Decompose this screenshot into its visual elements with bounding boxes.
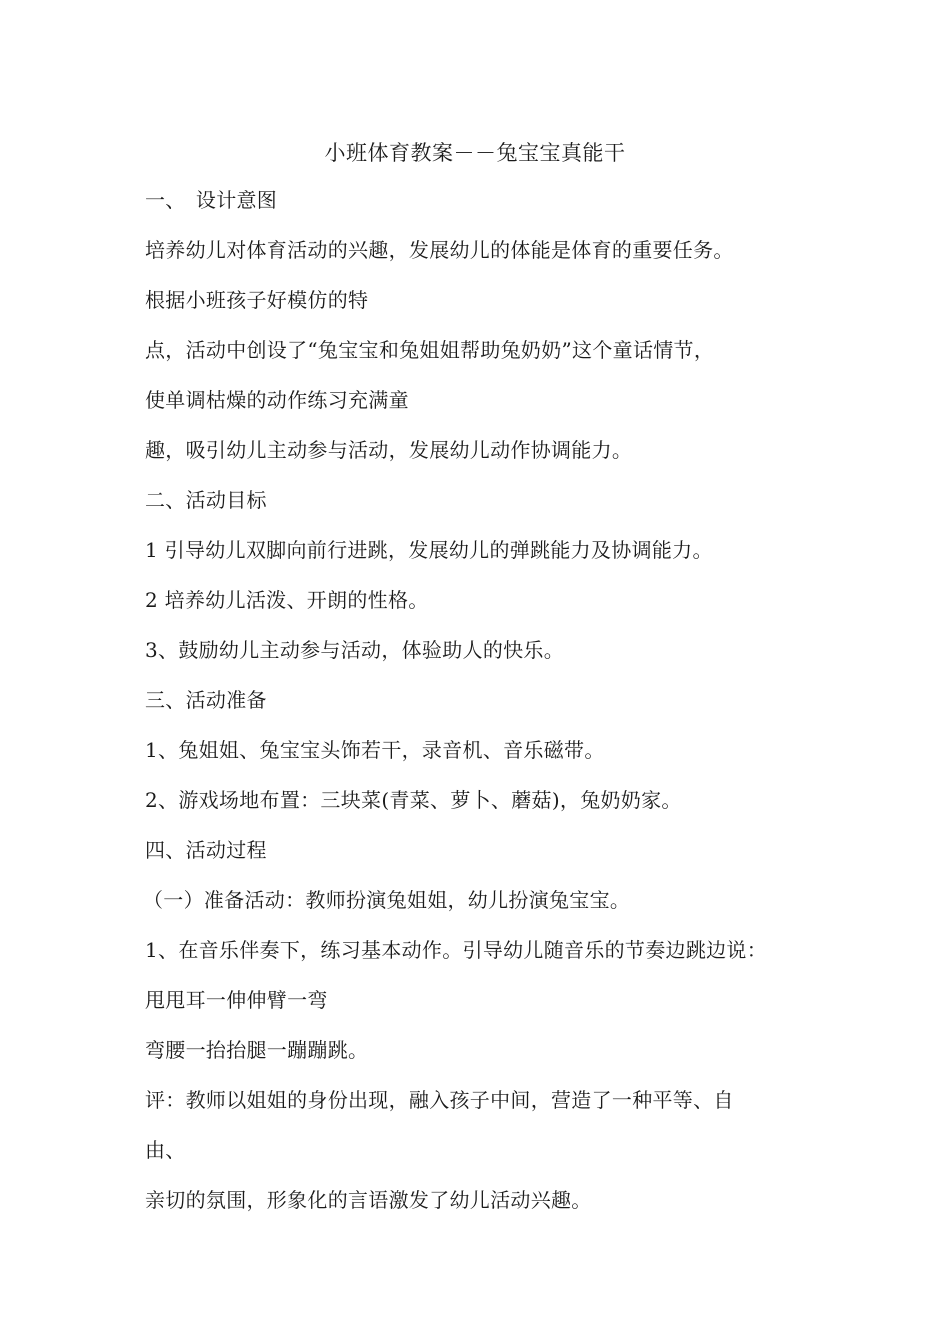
document-title: 小班体育教案－－兔宝宝真能干	[324, 141, 626, 165]
list-item: 1 引导幼儿双脚向前行进跳，发展幼儿的弹跳能力及协调能力。	[145, 538, 713, 562]
section-heading-activity-process: 四、活动过程	[145, 838, 267, 862]
paragraph-line: 使单调枯燥的动作练习充满童	[145, 388, 409, 412]
list-item: 2 培养幼儿活泼、开朗的性格。	[145, 588, 429, 612]
paragraph-line: 趣，吸引幼儿主动参与活动，发展幼儿动作协调能力。	[145, 438, 633, 462]
paragraph-line: 培养幼儿对体育活动的兴趣，发展幼儿的体能是体育的重要任务。	[145, 238, 734, 262]
section-heading-design-intent: 一、 设计意图	[145, 188, 278, 212]
list-item: 1、兔姐姐、兔宝宝头饰若干，录音机、音乐磁带。	[145, 738, 605, 762]
section-heading-activity-preparation: 三、活动准备	[145, 688, 267, 712]
paragraph-line: 根据小班孩子好模仿的特	[145, 288, 369, 312]
section-heading-activity-goals: 二、活动目标	[145, 488, 267, 512]
list-item: 3、鼓励幼儿主动参与活动，体验助人的快乐。	[145, 638, 565, 662]
list-item: 2、游戏场地布置：三块菜(青菜、萝卜、蘑菇)，兔奶奶家。	[145, 788, 682, 812]
comment-line: 亲切的氛围，形象化的言语激发了幼儿活动兴趣。	[145, 1188, 592, 1212]
paragraph-line: 弯腰一抬抬腿一蹦蹦跳。	[145, 1038, 369, 1062]
comment-line: 评：教师以姐姐的身份出现，融入孩子中间，营造了一种平等、自	[145, 1088, 734, 1112]
paragraph-line: 点，活动中创设了“兔宝宝和兔姐姐帮助兔奶奶”这个童话情节，	[145, 338, 715, 362]
paragraph-line: 甩甩耳一伸伸臂一弯	[145, 988, 328, 1012]
comment-line: 由、	[145, 1138, 186, 1162]
subsection-heading: （一）准备活动：教师扮演兔姐姐，幼儿扮演兔宝宝。	[143, 888, 631, 912]
list-item: 1、在音乐伴奏下，练习基本动作。引导幼儿随音乐的节奏边跳边说：	[145, 938, 768, 962]
